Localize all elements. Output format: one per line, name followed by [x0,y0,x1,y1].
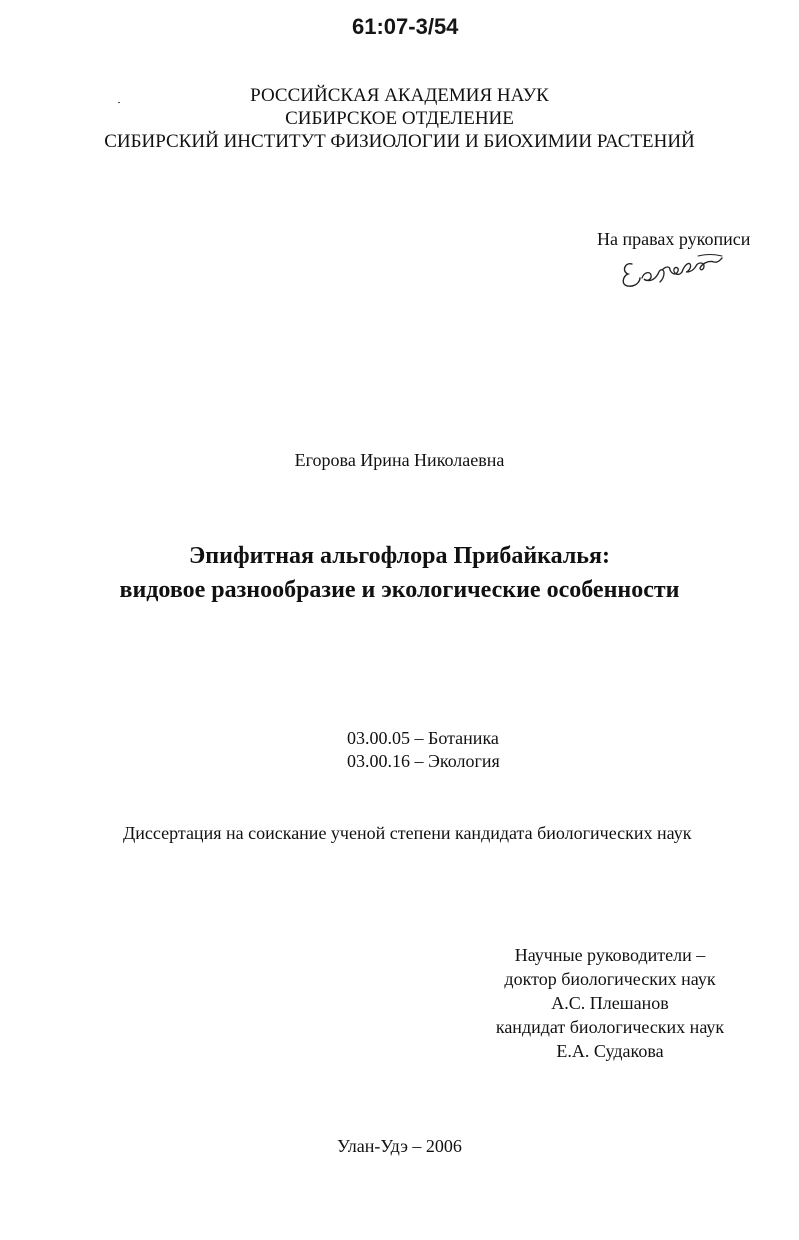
specialty-codes [347,727,500,773]
manuscript-rights-note: На правах рукописи [597,229,751,249]
dissertation-title-line-1: Эпифитная альгофлора Прибайкалья: [189,543,610,569]
supervisor-2-name: Е.А. Судакова [556,1041,664,1061]
supervisor-1-degree: доктор биологических наук [504,969,716,989]
supervisors-block [455,943,765,1063]
organization-line-1: РОССИЙСКАЯ АКАДЕМИЯ НАУК [250,85,549,106]
organization-line-2: СИБИРСКОЕ ОТДЕЛЕНИЕ [285,108,514,129]
specialty-code-botany: 03.00.05 – Ботаника [347,728,499,748]
degree-statement: Диссертация на соискание ученой степени кандидата биологических наук [123,823,692,843]
city-year: Улан-Удэ – 2006 [337,1136,462,1156]
dissertation-title-line-2: видовое разнообразие и экологические особенности [119,577,680,603]
specialty-code-ecology: 03.00.16 – Экология [347,751,500,771]
author-name: Егорова Ирина Николаевна [294,450,505,470]
organization-line-3: СИБИРСКИЙ ИНСТИТУТ ФИЗИОЛОГИИ И БИОХИМИИ РАСТЕНИЙ [104,131,695,152]
supervisor-1-name: А.С. Плешанов [551,993,669,1013]
supervisors-heading: Научные руководители – [514,945,706,965]
dissertation-title [0,539,799,607]
organization-header [0,84,799,153]
supervisor-2-degree: кандидат биологических наук [495,1017,725,1037]
catalog-stamp: 61:07-3/54 [352,14,459,39]
handwritten-signature [618,244,728,292]
